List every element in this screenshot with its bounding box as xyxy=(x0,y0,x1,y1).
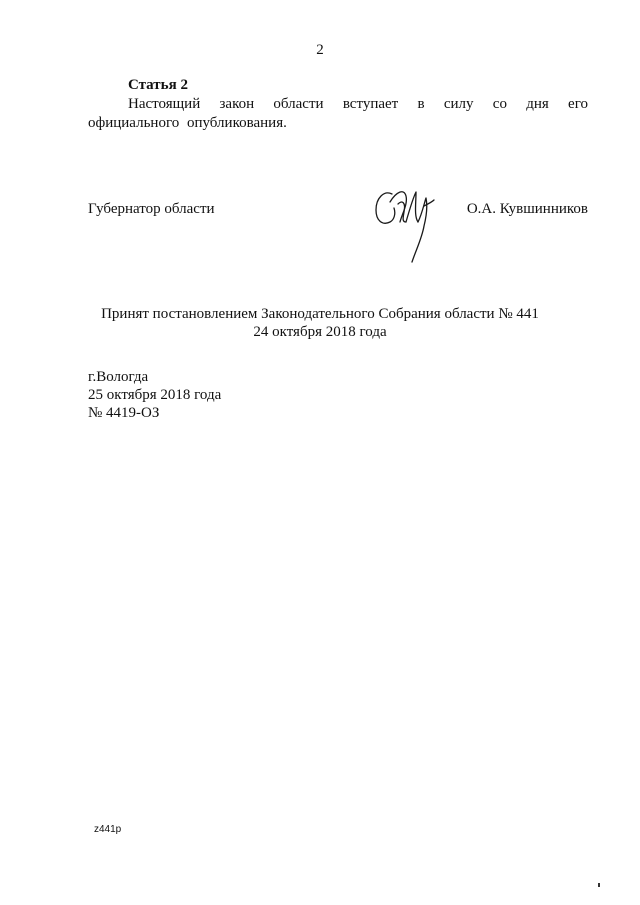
issuance-block xyxy=(88,368,221,422)
article-section xyxy=(88,76,588,133)
handwritten-signature xyxy=(368,178,438,264)
issuance-date: 25 октября 2018 года xyxy=(88,387,222,403)
law-number: № 4419-ОЗ xyxy=(88,405,160,421)
scan-artifact xyxy=(598,883,600,887)
adoption-line-2: 24 октября 2018 года xyxy=(253,324,387,340)
governor-name: О.А. Кувшинников xyxy=(466,201,588,217)
adoption-line-1: Принят постановлением Законодательного Собрания области № 441 xyxy=(101,306,539,322)
article-title: Статья 2 xyxy=(128,77,188,93)
document-code: z441p xyxy=(94,824,122,835)
signature-row xyxy=(88,201,588,221)
article-body: Настоящий закон области вступает в силу со дня его официального опубликования. xyxy=(88,96,588,131)
issuance-place: г.Вологда xyxy=(88,369,149,385)
governor-title: Губернатор области xyxy=(88,201,215,217)
adoption-note xyxy=(0,305,640,341)
page-number: 2 xyxy=(316,42,324,58)
